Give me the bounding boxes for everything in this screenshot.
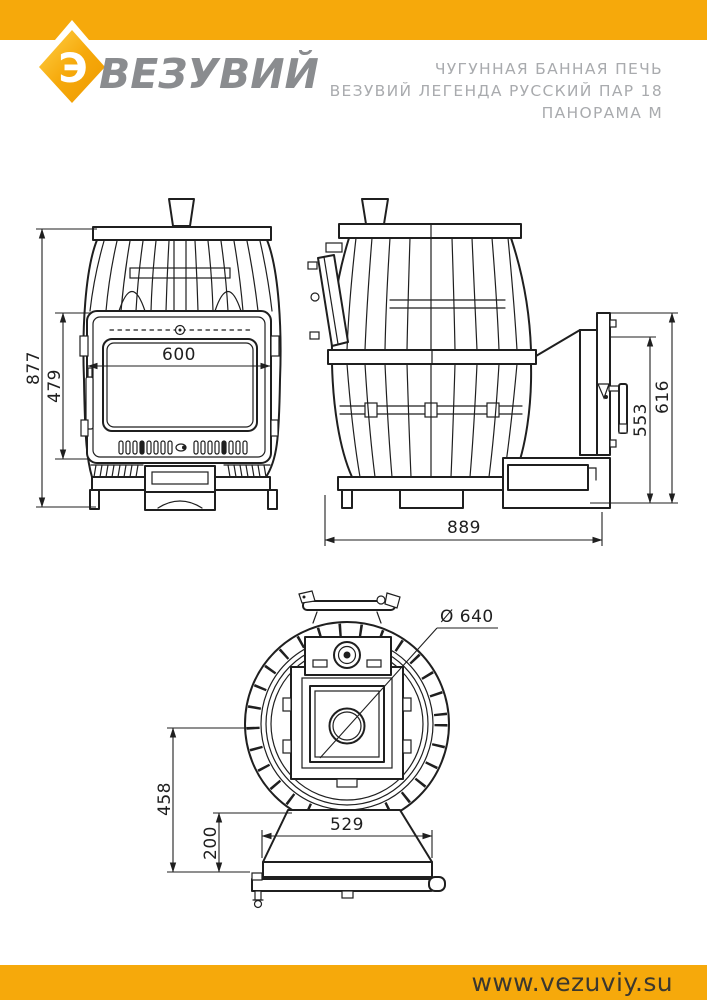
side-leg	[342, 490, 352, 508]
brand-name: ВЕЗУВИЙ	[99, 50, 319, 98]
product-title-line2: ВЕЗУВИЙ ЛЕГЕНДА РУССКИЙ ПАР 18	[329, 82, 663, 100]
front-leg-left	[90, 490, 99, 509]
dim-center-to-front: 458	[155, 782, 175, 816]
top-view	[245, 591, 449, 908]
side-plinth	[338, 477, 508, 490]
side-view	[308, 199, 627, 508]
dim-overall-height: 877	[24, 351, 44, 385]
product-title	[330, 58, 663, 124]
side-ash-drawer	[508, 465, 588, 490]
side-front-door	[318, 255, 348, 346]
dim-door-width: 600	[162, 345, 196, 365]
website-link[interactable]: www.vezuviy.su	[471, 968, 673, 997]
dim-channel-length: 200	[201, 826, 221, 860]
front-cap-plate	[93, 227, 271, 240]
dim-channel-door-height: 553	[631, 403, 651, 437]
logo-letter: Э	[58, 46, 88, 92]
dim-overall-depth: 889	[447, 518, 481, 538]
side-cap-plate	[339, 224, 521, 238]
product-title-line1: ЧУГУННАЯ БАННАЯ ПЕЧЬ	[434, 60, 663, 78]
top-door-handle	[299, 591, 400, 623]
front-chimney	[169, 199, 194, 226]
dim-body-diameter: Ø 640	[440, 607, 494, 627]
dim-door-height: 479	[45, 369, 65, 403]
side-chimney	[362, 199, 388, 224]
product-title-line3: ПАНОРАМА М	[541, 104, 663, 122]
front-leg-right	[268, 490, 277, 509]
dim-channel-width: 529	[330, 815, 364, 835]
dim-channel-frame-height: 616	[653, 380, 673, 414]
